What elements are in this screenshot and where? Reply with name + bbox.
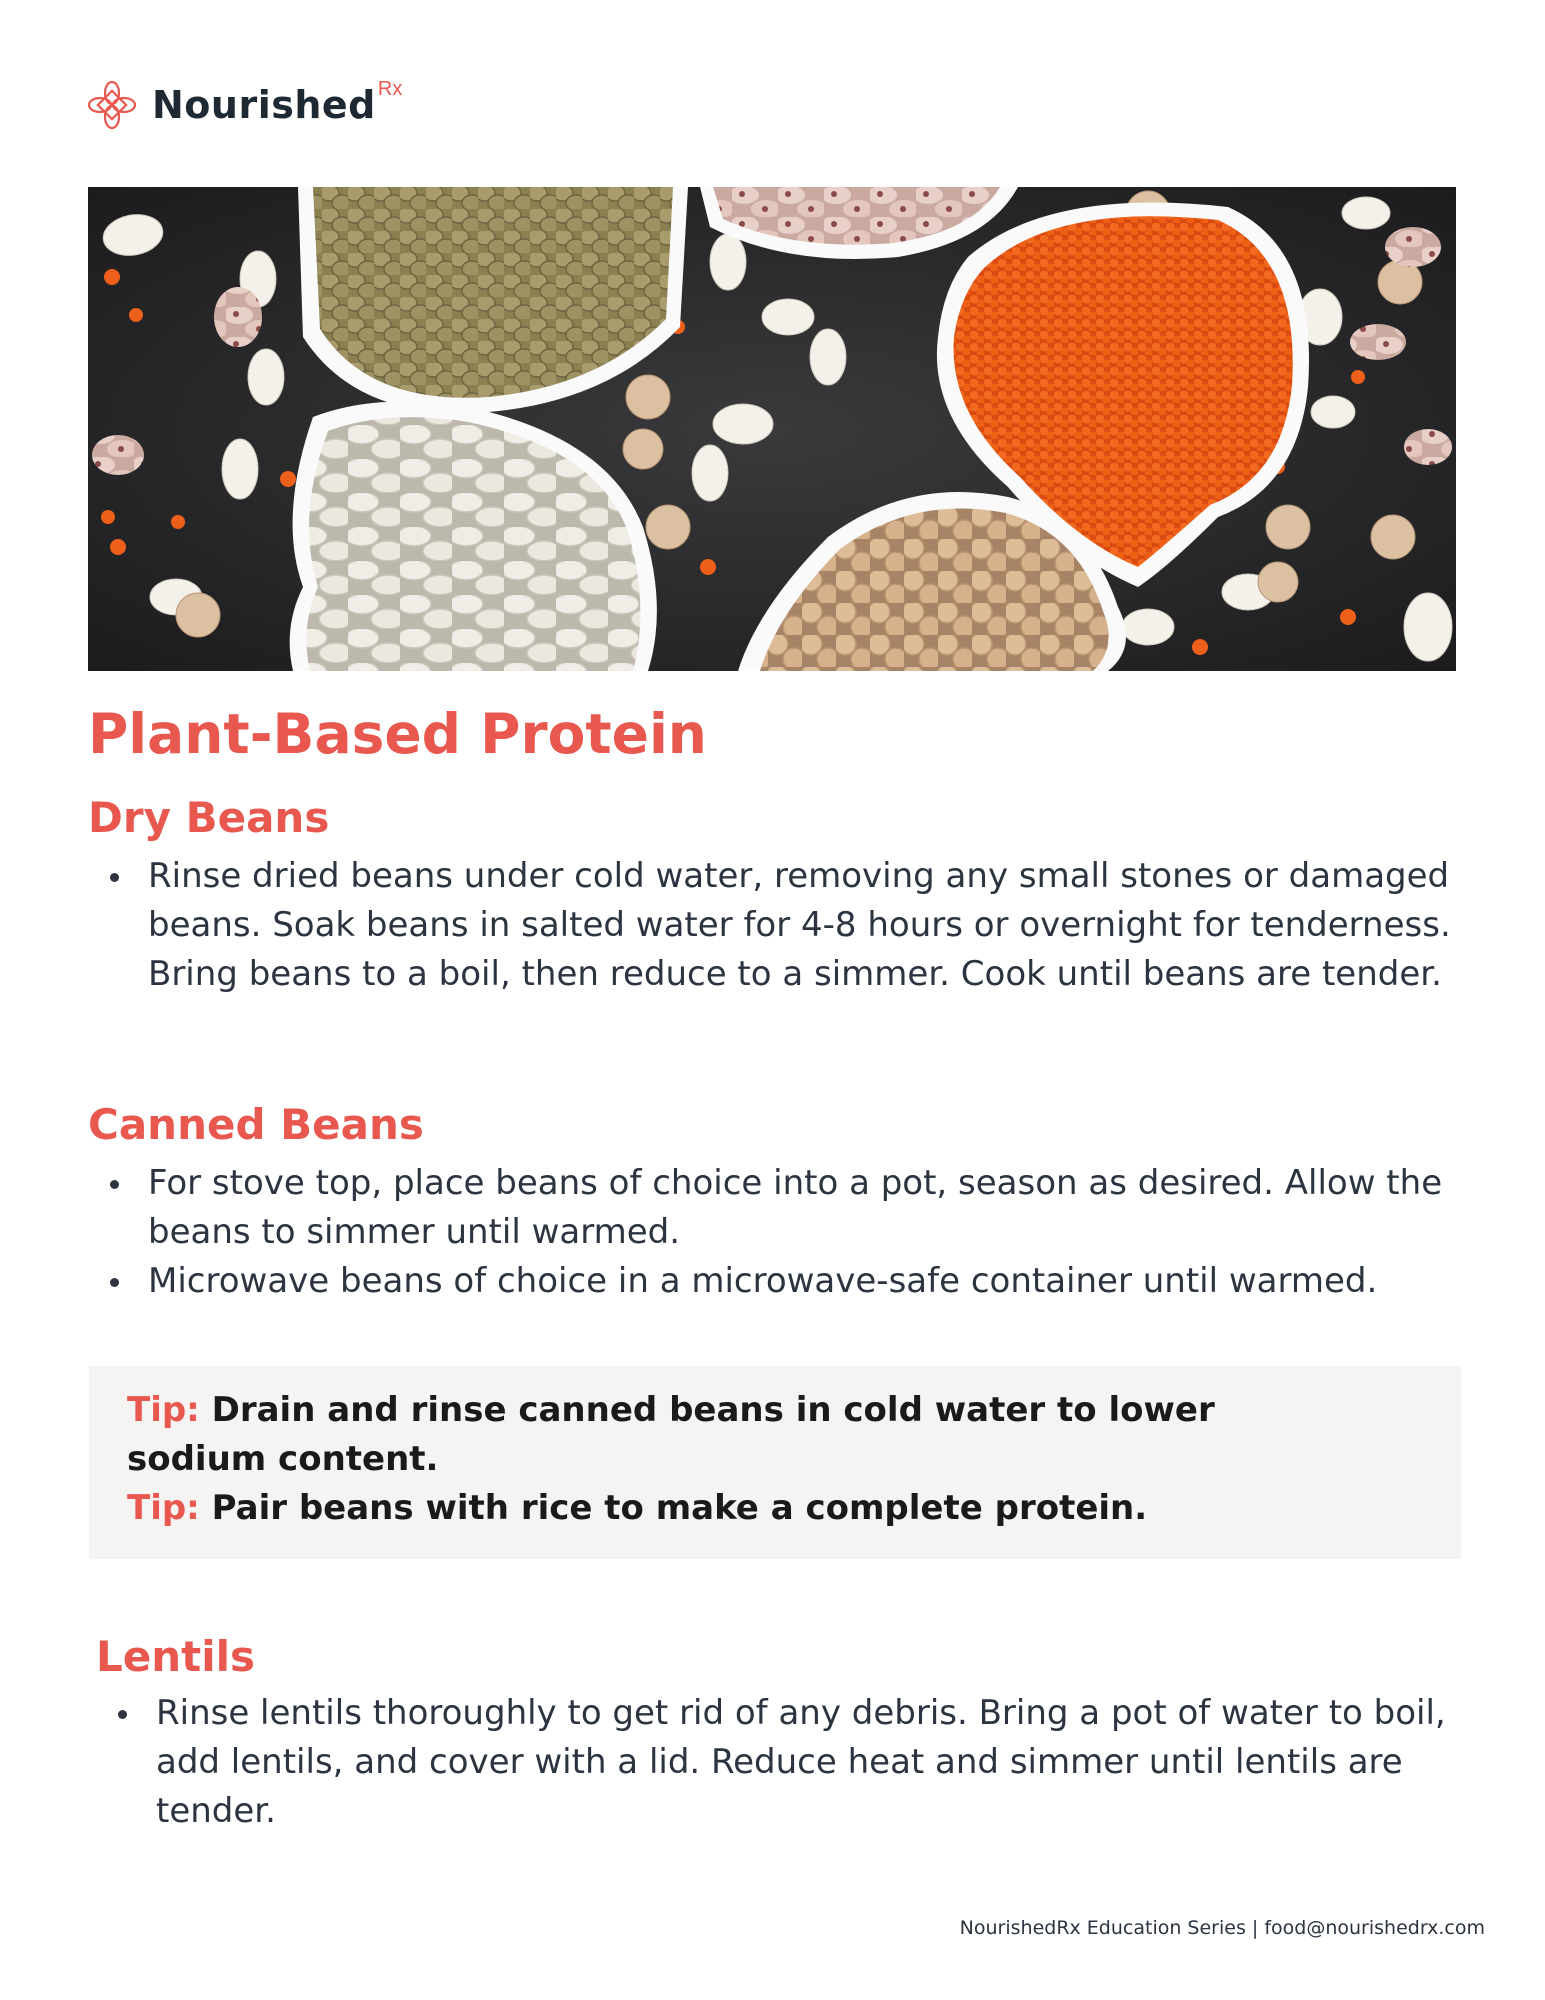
footer-text: NourishedRx Education Series | food@nourishedrx.com [959, 1917, 1485, 1939]
list-item: Rinse lentils thoroughly to get rid of any debris. Bring a pot of water to boil, add lentils, and cover with a lid. Reduce heat and simmer until lentils are tender. [96, 1689, 1476, 1836]
canned-beans-list [88, 1159, 1468, 1306]
brand-logo [86, 77, 403, 130]
flower-logo-icon [86, 79, 138, 131]
list-item: For stove top, place beans of choice into a pot, season as desired. Allow the beans to simmer until warmed. [88, 1159, 1468, 1257]
tip-label: Tip: [127, 1390, 200, 1430]
tip [127, 1386, 1357, 1484]
tip-text: Drain and rinse canned beans in cold water to lower sodium content. [127, 1390, 1215, 1479]
list-item: Microwave beans of choice in a microwave-safe container until warmed. [88, 1257, 1468, 1306]
hero-illustration [88, 187, 1456, 671]
list-item: Rinse dried beans under cold water, removing any small stones or damaged beans. Soak beans in salted water for 4-8 hours or overnight for tenderness. Bring beans to a boil, then reduce to a simmer. Cook until beans are tender. [88, 852, 1468, 999]
section-heading-dry-beans: Dry Beans [88, 793, 330, 842]
tip-box [89, 1366, 1461, 1559]
page-title: Plant-Based Protein [88, 702, 707, 766]
tip-label: Tip: [127, 1488, 200, 1528]
brand-name: Nourished [152, 83, 376, 127]
beans-lentils-photo [88, 187, 1456, 671]
lentils-list [96, 1689, 1476, 1836]
section-heading-canned-beans: Canned Beans [88, 1100, 424, 1149]
dry-beans-list [88, 852, 1468, 999]
section-heading-lentils: Lentils [96, 1632, 256, 1681]
brand-superscript: Rx [377, 77, 403, 100]
tip-text: Pair beans with rice to make a complete protein. [211, 1488, 1148, 1528]
tip [127, 1484, 1357, 1533]
